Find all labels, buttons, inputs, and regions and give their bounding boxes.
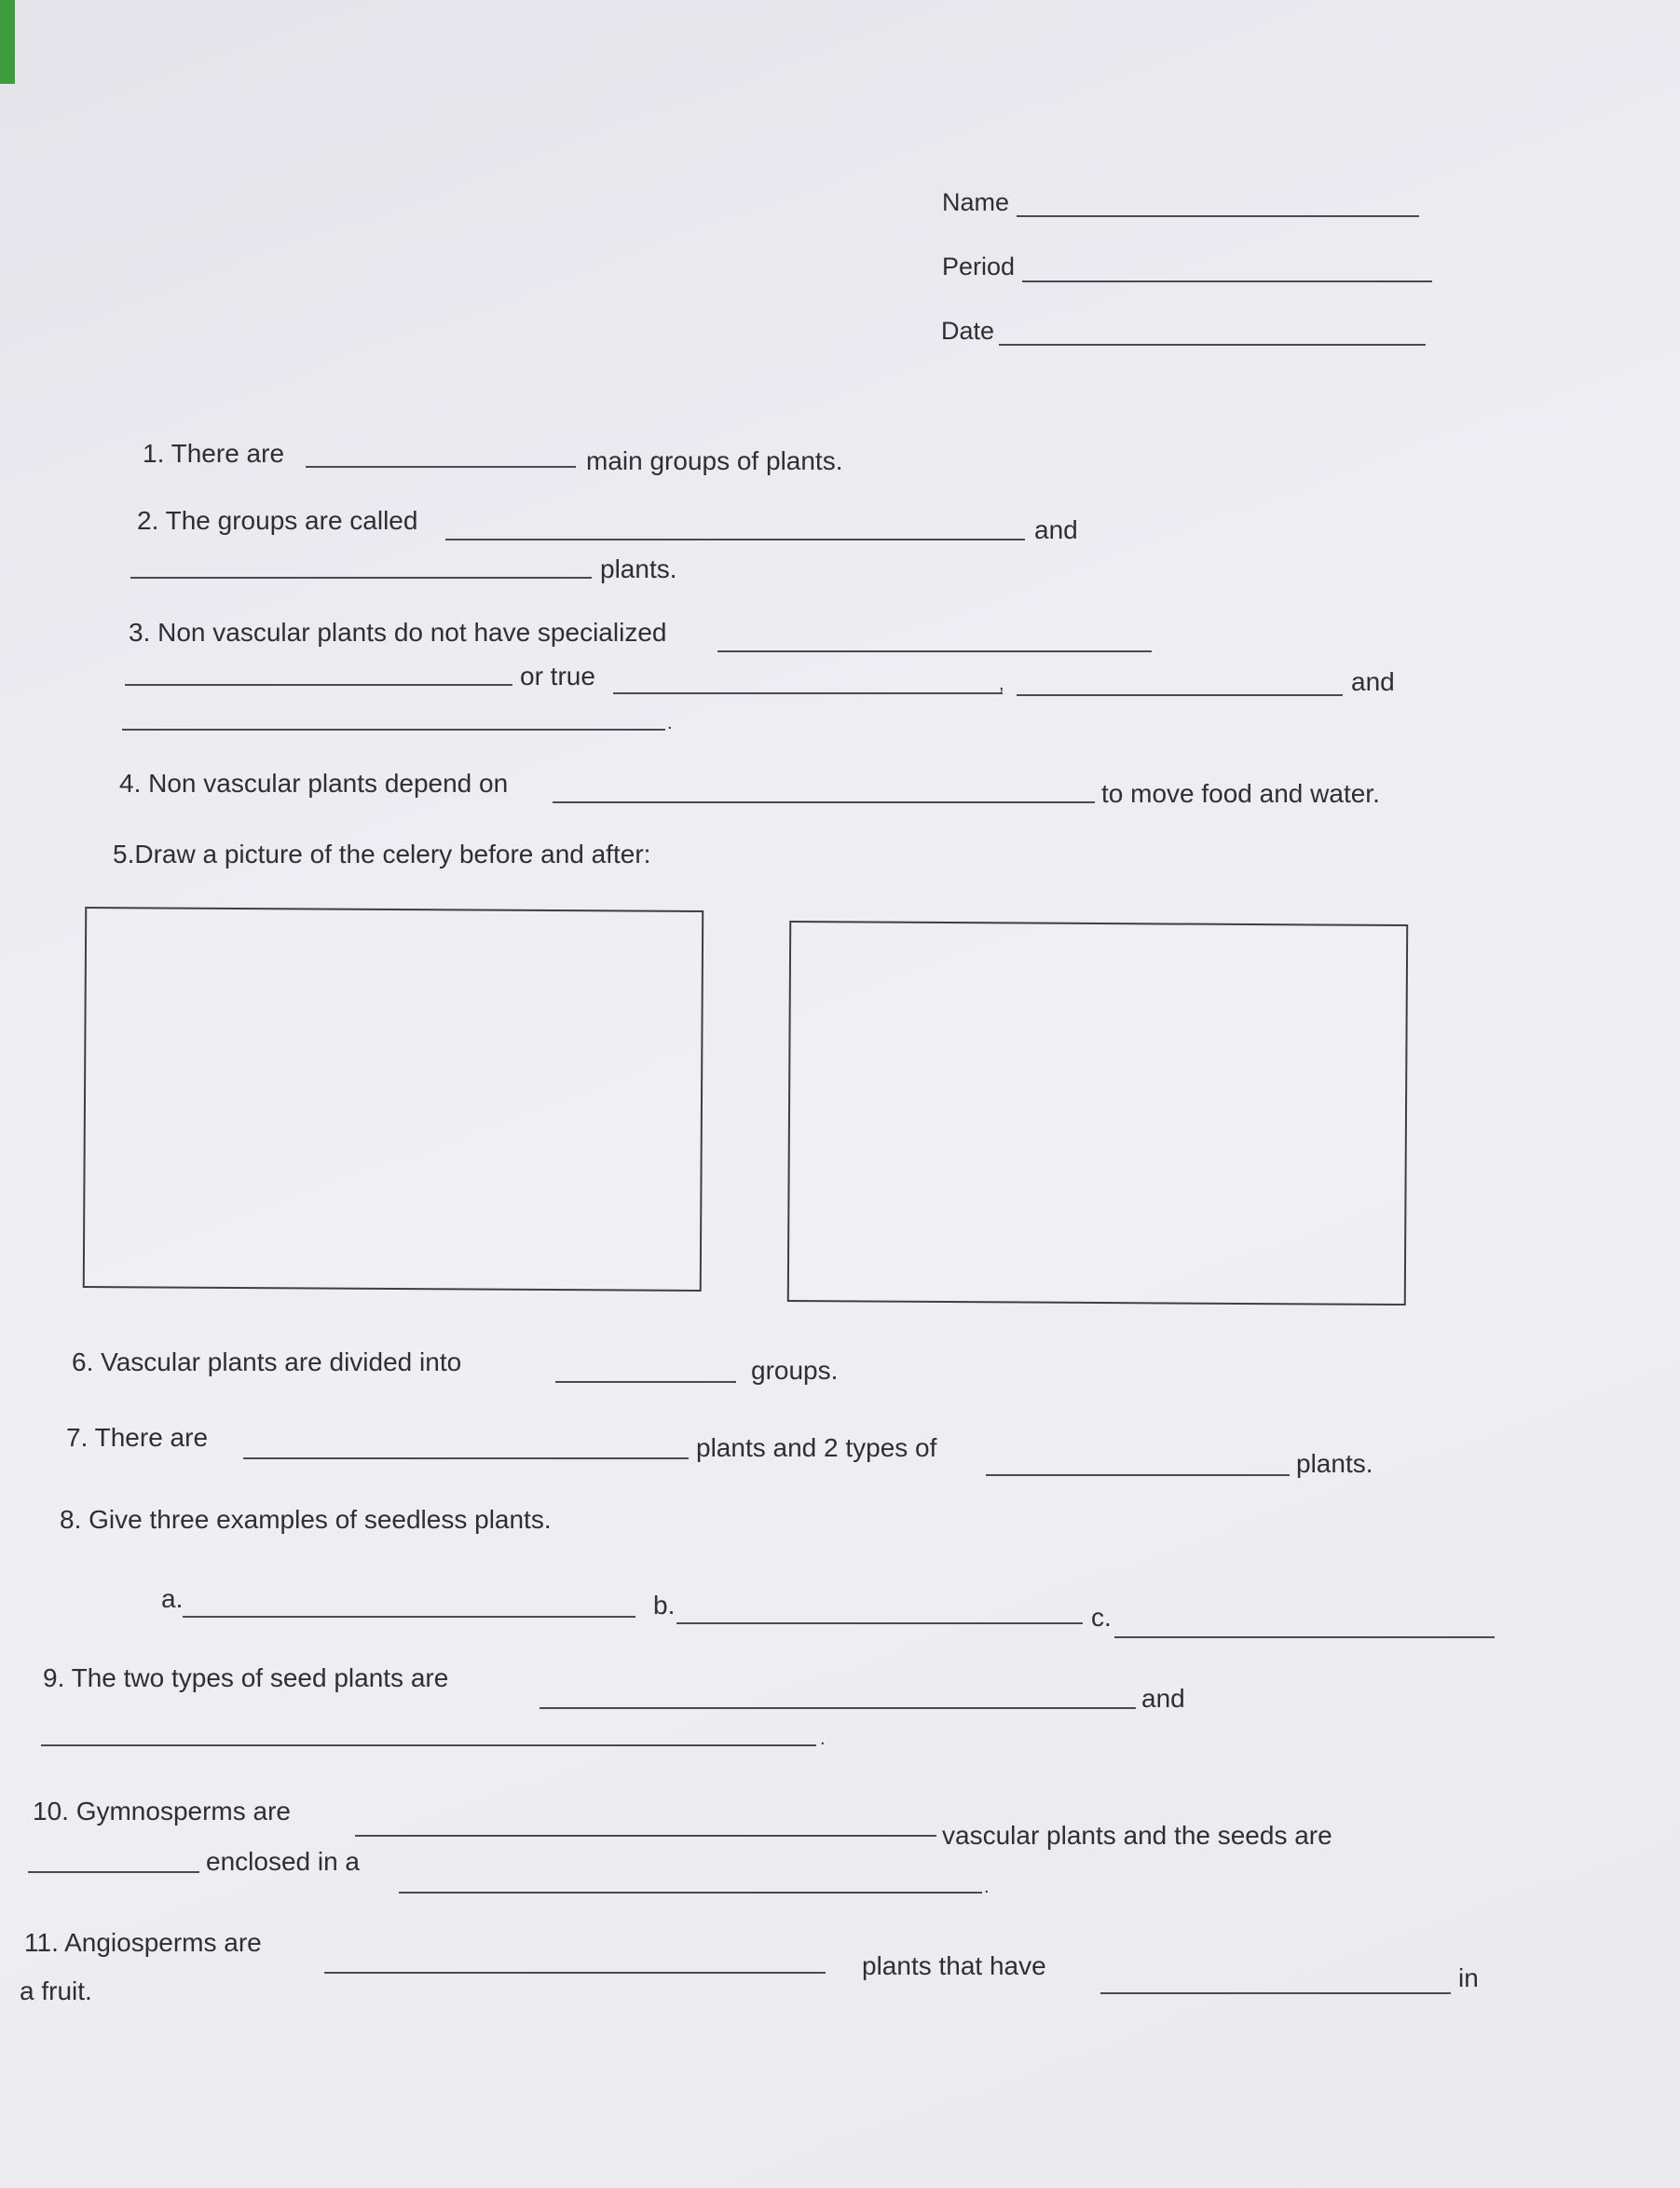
q3-and: and (1351, 667, 1395, 696)
q9-blank-1[interactable] (540, 1707, 1136, 1709)
q10-enclosed: enclosed in a (206, 1847, 361, 1876)
before-drawing-box[interactable] (83, 907, 703, 1292)
q2-blank-1[interactable] (445, 539, 1025, 540)
q10-blank-1[interactable] (355, 1835, 936, 1837)
q3-or-true: or true (520, 662, 595, 691)
q11-text-end: a fruit. (20, 1976, 92, 2005)
q3-blank-4[interactable] (1017, 694, 1343, 696)
q3-blank-1[interactable] (717, 650, 1152, 652)
date-label: Date (941, 317, 995, 345)
q3-blank-2[interactable] (125, 684, 512, 686)
q4-blank[interactable] (553, 801, 1095, 803)
q3-blank-3[interactable] (613, 692, 1003, 694)
q8-option-c-label: c. (1091, 1603, 1112, 1632)
q3-blank-5[interactable] (122, 729, 665, 731)
q7-text-end: plants. (1296, 1449, 1373, 1478)
q8-text: 8. Give three examples of seedless plants. (60, 1505, 552, 1534)
q7-blank-1[interactable] (243, 1457, 689, 1459)
name-field[interactable] (1017, 215, 1419, 217)
q2-blank-2[interactable] (130, 577, 592, 579)
q8-blank-c[interactable] (1114, 1636, 1495, 1638)
q9-and: and (1141, 1684, 1185, 1713)
period-field[interactable] (1022, 280, 1432, 282)
q6-text-start: 6. Vascular plants are divided into (72, 1347, 462, 1376)
q2-text-start: 2. The groups are called (137, 506, 418, 535)
q10-period: . (984, 1877, 990, 1897)
q6-blank[interactable] (555, 1381, 736, 1383)
q6-text-end: groups. (751, 1356, 839, 1385)
q1-text-end: main groups of plants. (586, 446, 843, 475)
after-drawing-box[interactable] (787, 921, 1408, 1306)
date-field[interactable] (999, 344, 1426, 346)
q4-text-start: 4. Non vascular plants depend on (119, 769, 509, 798)
q3-comma: , (999, 674, 1004, 694)
q7-text-start: 7. There are (66, 1423, 209, 1452)
q1-blank[interactable] (306, 466, 576, 468)
q7-blank-2[interactable] (986, 1474, 1290, 1476)
q9-period: . (820, 1729, 826, 1749)
q3-period: . (667, 713, 673, 733)
q8-blank-a[interactable] (183, 1616, 635, 1618)
q9-text-start: 9. The two types of seed plants are (43, 1663, 449, 1692)
q10-text-mid: vascular plants and the seeds are (942, 1821, 1332, 1850)
q4-text-end: to move food and water. (1101, 779, 1380, 808)
q5-text: 5.Draw a picture of the celery before and after: (113, 840, 651, 868)
q11-blank-2[interactable] (1100, 1992, 1451, 1994)
q2-text-end: plants. (600, 554, 677, 583)
q1-text-start: 1. There are (143, 439, 285, 468)
name-label: Name (942, 188, 1010, 216)
q11-text-mid: plants that have (862, 1951, 1046, 1980)
q10-blank-3[interactable] (399, 1892, 982, 1894)
q11-blank-1[interactable] (324, 1972, 826, 1974)
q8-option-b-label: b. (653, 1591, 676, 1620)
q9-blank-2[interactable] (41, 1744, 816, 1746)
q11-text-start: 11. Angiosperms are (24, 1928, 262, 1957)
green-folder-edge (0, 0, 15, 84)
q10-text-start: 10. Gymnosperms are (33, 1797, 291, 1826)
q8-option-a-label: a. (161, 1584, 184, 1613)
q10-blank-2[interactable] (28, 1871, 199, 1873)
q8-blank-b[interactable] (676, 1622, 1083, 1624)
q2-and: and (1034, 515, 1078, 544)
q3-text-start: 3. Non vascular plants do not have specialized (129, 618, 667, 647)
q11-in: in (1458, 1963, 1479, 1992)
period-label: Period (942, 253, 1016, 280)
q7-text-mid: plants and 2 types of (696, 1433, 937, 1462)
